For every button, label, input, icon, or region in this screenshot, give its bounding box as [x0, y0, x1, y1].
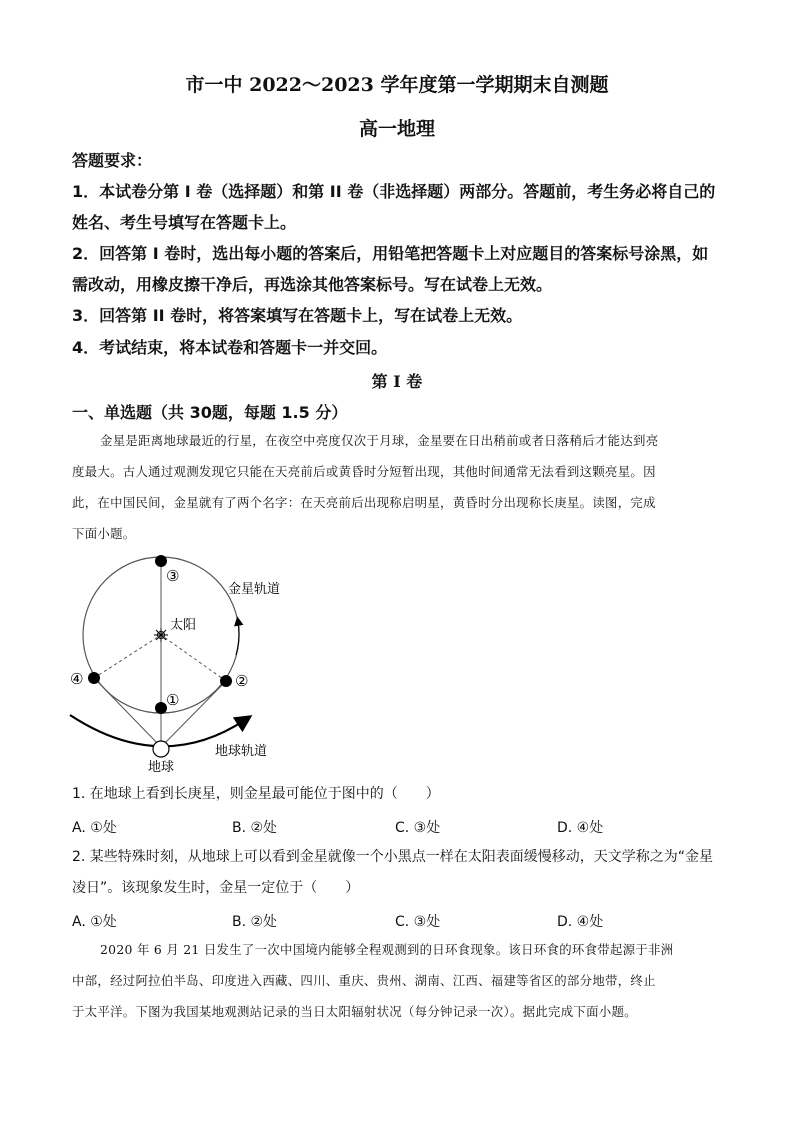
passage-line: 2020 年 6 月 21 日发生了一次中国境内能够全程观测到的日环食现象。该日环食的环食带起源于非洲 — [100, 942, 674, 957]
passage-line: 于太平洋。下图为我国某地观测站记录的当日太阳辐射状况（每分钟记录一次）。据此完成下面小题。 — [72, 1004, 637, 1019]
passage-line: 下面小题。 — [72, 526, 136, 541]
passage-line: 中部，经过阿拉伯半岛、印度进入西藏、四川、重庆、贵州、湖南、江西、福建等省区的部分地带，终止 — [72, 973, 656, 988]
requirement-line: 4．考试结束，将本试卷和答题卡一并交回。 — [72, 338, 388, 357]
earth-label: 地球 — [148, 760, 175, 775]
question-1-text: 1. 在地球上看到长庚星，则金星最可能位于图中的（ ） — [72, 786, 440, 802]
q1-option-d: D. ④处 — [557, 820, 604, 836]
venus-position-3 — [155, 555, 167, 567]
question-2-text: 2. 某些特殊时刻，从地球上可以看到金星就像一个小黑点一样在太阳表面缓慢移动，天文学称之为“金星 — [72, 849, 714, 865]
q2-option-b: B. ②处 — [232, 914, 278, 930]
requirement-line: 姓名、考生号填写在答题卡上。 — [72, 213, 297, 232]
passage-line: 度最大。古人通过观测发现它只能在天亮前后或黄昏时分短暂出现，其他时间通常无法看到这颗亮星。因 — [72, 464, 656, 479]
requirements-heading: 答题要求： — [72, 151, 153, 170]
exam-title: 市一中 2022～2023 学年度第一学期期末自测题 — [185, 74, 609, 96]
requirement-line: 3．回答第 II 卷时，将答案填写在答题卡上，写在试卷上无效。 — [72, 306, 523, 325]
venus-position-2 — [220, 675, 232, 687]
q2-option-d: D. ④处 — [557, 914, 604, 930]
radius-line — [161, 635, 226, 681]
earth-marker — [153, 741, 169, 757]
q1-option-a: A. ①处 — [72, 820, 117, 836]
requirement-line: 1．本试卷分第 I 卷（选择题）和第 II 卷（非选择题）两部分。答题前，考生务必将自己的 — [72, 182, 716, 201]
section-title: 第 I 卷 — [371, 372, 423, 391]
sun-icon — [154, 628, 168, 642]
q2-option-a: A. ①处 — [72, 914, 117, 930]
venus-orbit-label: 金星轨道 — [228, 582, 281, 597]
exam-subject: 高一地理 — [358, 118, 435, 140]
q2-option-c: C. ③处 — [395, 914, 441, 930]
part-heading: 一、单选题（共 30题，每题 1.5 分） — [72, 403, 348, 422]
sun-label: 太阳 — [170, 618, 197, 633]
venus-position-4 — [88, 672, 100, 684]
requirement-line: 需改动，用橡皮擦干净后，再选涂其他答案标号。写在试卷上无效。 — [72, 275, 553, 294]
position-4-label: ④ — [70, 670, 84, 688]
q1-option-c: C. ③处 — [395, 820, 441, 836]
venus-orbit-diagram — [60, 555, 320, 775]
position-1-label: ① — [166, 691, 180, 709]
passage-line: 金星是距离地球最近的行星，在夜空中亮度仅次于月球，金星要在日出稍前或者日落稍后才能达到亮 — [100, 433, 659, 448]
q1-option-b: B. ②处 — [232, 820, 278, 836]
position-2-label: ② — [235, 672, 249, 690]
radius-line — [94, 635, 161, 678]
question-2-text-cont: 凌日”。该现象发生时，金星一定位于（ ） — [72, 880, 360, 896]
position-3-label: ③ — [166, 567, 180, 585]
earth-orbit-label: 地球轨道 — [215, 744, 268, 759]
requirement-line: 2．回答第 I 卷时，选出每小题的答案后，用铅笔把答题卡上对应题目的答案标号涂黑，如 — [72, 244, 709, 263]
venus-orbit-arrow — [236, 621, 239, 655]
passage-line: 此，在中国民间，金星就有了两个名字：在天亮前后出现称启明星，黄昏时分出现称长庚星。读图，完成 — [72, 495, 656, 510]
